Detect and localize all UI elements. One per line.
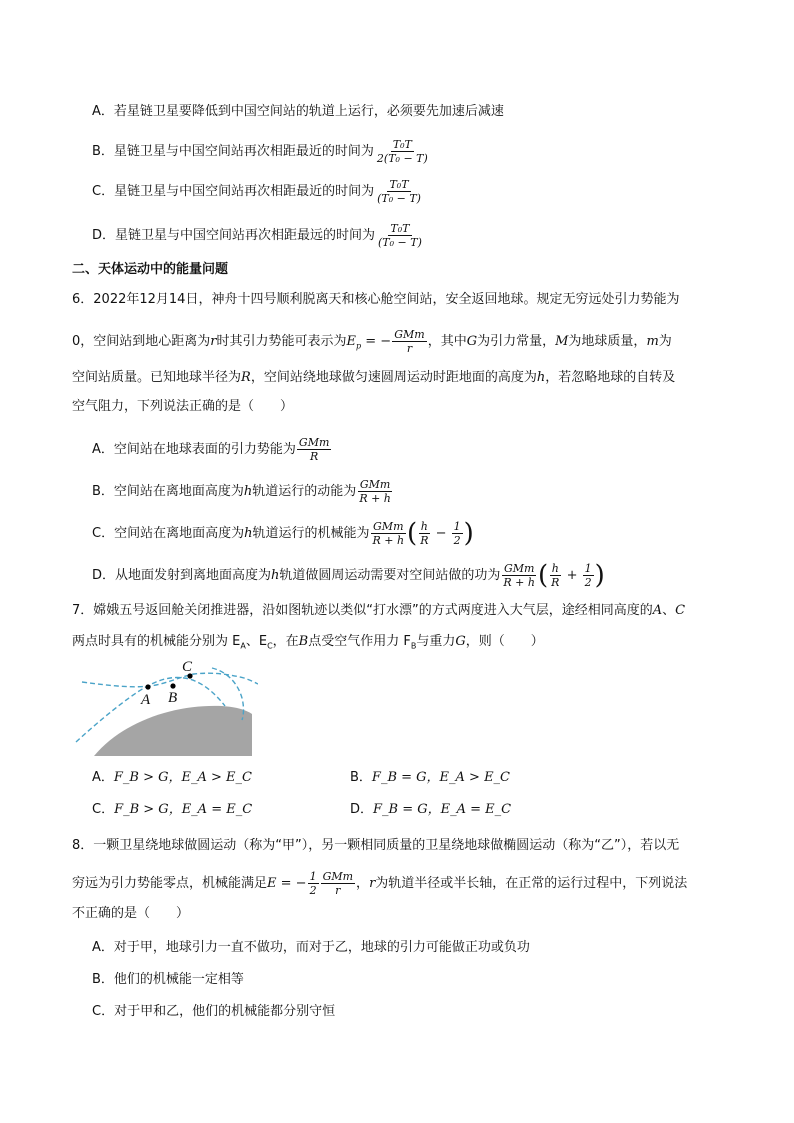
fraction-denominator: (T₀ − T) (377, 192, 421, 205)
text: ，则（ ） (465, 634, 544, 649)
fraction (418, 520, 430, 547)
text: 、 (662, 603, 676, 618)
fraction-denominator: R (551, 576, 560, 589)
label-b: B (168, 690, 178, 706)
text: A．空间站在地球表面的引力势能为 (92, 442, 296, 457)
q7-option-d (350, 800, 511, 820)
text: ，空间站绕地球做匀速圆周运动时距地面的高度为 (250, 370, 537, 385)
q5-option-d (92, 222, 425, 249)
option-text: F_B > G，E_A = E_C (114, 802, 253, 817)
fraction-numerator: GMm (503, 562, 535, 575)
var-g: G (455, 634, 466, 649)
option-text: F_B = G，E_A = E_C (373, 802, 512, 817)
point-a-label: A (652, 603, 663, 618)
fraction-numerator: GMm (298, 436, 330, 449)
left-paren: ( (407, 518, 418, 549)
var-r: r (210, 334, 217, 349)
fraction-denominator: r (406, 342, 413, 355)
q7-stem-line1 (72, 601, 685, 621)
text: 穷远为引力势能零点，机械能满足 (72, 876, 268, 891)
trajectory-figure (72, 658, 258, 760)
q5-option-c-text: C．星链卫星与中国空间站再次相距最近的时间为 (92, 184, 375, 199)
q5-option-d-text: D．星链卫星与中国空间站再次相距最远的时间为 (92, 228, 376, 243)
text: 空间站质量。已知地球半径为 (72, 370, 242, 385)
fraction-denominator: (T₀ − T) (378, 236, 422, 249)
fraction-denominator: 2 (309, 884, 317, 897)
right-paren: ) (594, 560, 605, 591)
fraction-numerator: GMm (394, 328, 425, 341)
fraction-numerator: 1 (309, 870, 317, 883)
q6-stem-line4: 空气阻力，下列说法正确的是（ ） (72, 399, 294, 414)
q5-option-b (92, 138, 431, 165)
fraction-denominator: 2(T₀ − T) (376, 152, 428, 165)
fraction (452, 520, 463, 547)
q5-option-b-text: B．星链卫星与中国空间站再次相距最近的时间为 (92, 144, 374, 159)
q5-option-b-fraction (375, 138, 430, 165)
text: 与重力 (416, 634, 456, 649)
earth-surface (94, 706, 252, 756)
point-c-label: C (675, 603, 686, 618)
subscript: A (240, 641, 246, 651)
text: ，若忽略地球的自转及 (545, 370, 676, 385)
q8-stem-line3: 不正确的是（ ） (72, 906, 190, 921)
var-h: h (243, 484, 253, 499)
subscript: p (356, 341, 362, 351)
fraction-denominator: R + h (503, 576, 535, 589)
q6-option-b (92, 478, 394, 505)
q8-option-a: A．对于甲，地球引力一直不做功，而对于乙，地球的引力可能做正功或负功 (92, 940, 530, 955)
q7-option-a (92, 768, 252, 788)
fraction-numerator: h (551, 562, 559, 575)
q6-potential-fraction (392, 328, 426, 355)
fraction-numerator: T₀T (390, 222, 410, 235)
text: 7．嫦娥五号返回舱关闭推进器，沿如图轨迹以类似“打水漂”的方式两度进入大气层，途经相同高度的 (72, 603, 653, 618)
var-e: E (346, 334, 357, 349)
subscript: C (267, 641, 273, 651)
q7-option-b (350, 768, 510, 788)
q8-option-b: B．他们的机械能一定相等 (92, 972, 244, 987)
var-g: G (466, 334, 478, 349)
point-b (170, 683, 175, 688)
text: D．从地面发射到离地面高度为 (92, 568, 272, 583)
var-m: m (646, 334, 659, 349)
var-r: r (369, 876, 376, 891)
label-a: A (141, 692, 151, 708)
text: B．空间站在离地面高度为 (92, 484, 244, 499)
fraction-numerator: T₀T (392, 138, 412, 151)
q6-option-c (92, 520, 474, 547)
q7-stem-line2 (72, 632, 544, 657)
energy-equation: E = − (267, 876, 307, 891)
var-h: h (271, 568, 280, 583)
minus-sign: − (431, 526, 451, 541)
option-label: A． (92, 770, 114, 785)
point-b-label: B (298, 634, 309, 649)
option-text: F_B > G，E_A > E_C (113, 770, 252, 785)
q6-stem-line3 (72, 368, 675, 388)
q6-option-a (92, 436, 332, 463)
fraction-numerator: 1 (453, 520, 461, 533)
fraction-denominator: 2 (584, 576, 592, 589)
text: 两点时具有的机械能分别为 E (72, 634, 241, 649)
text: 0，空间站到地心距离为 (72, 334, 211, 349)
option-label: C． (92, 802, 115, 817)
label-c: C (182, 659, 193, 675)
text: 轨道做圆周运动需要对空间站做的功为 (279, 568, 501, 583)
q6-stem-line2 (72, 328, 672, 357)
point-a (145, 684, 150, 689)
plus-sign: + (562, 568, 582, 583)
option-label: B． (350, 770, 372, 785)
var-h: h (244, 526, 253, 541)
q7-option-c (92, 800, 252, 820)
fraction-numerator: GMm (359, 478, 391, 491)
text: 为 (658, 334, 672, 349)
fraction (308, 870, 319, 897)
fraction-denominator: R + h (372, 534, 405, 547)
text: 轨道运行的动能为 (252, 484, 357, 499)
text: 、E (245, 634, 268, 649)
fraction (357, 478, 393, 505)
q6-option-d (92, 562, 605, 589)
right-paren: ) (463, 518, 474, 549)
text: 为引力常量， (477, 334, 556, 349)
fraction-numerator: GMm (322, 870, 354, 883)
text: 时其引力势能可表示为 (216, 334, 347, 349)
fraction-numerator: T₀T (389, 178, 409, 191)
subscript: B (410, 641, 417, 651)
trajectory-path (82, 673, 258, 687)
var-m-big: M (555, 334, 569, 349)
fraction (549, 562, 561, 589)
left-paren: ( (537, 560, 549, 591)
fraction (321, 870, 355, 897)
fraction-denominator: R (420, 534, 429, 547)
text: 为轨道半径或半长轴，在正常的运行过程中，下列说法 (375, 876, 688, 891)
q5-option-c (92, 178, 424, 205)
fraction-numerator: GMm (373, 520, 404, 533)
fraction-numerator: 1 (584, 562, 592, 575)
option-label: D． (350, 802, 374, 817)
fraction-denominator: r (335, 884, 341, 897)
text: ，其中 (427, 334, 467, 349)
fraction-denominator: R (310, 450, 319, 463)
q5-option-a: A．若星链卫星要降低到中国空间站的轨道上运行，必须要先加速后减速 (92, 104, 504, 119)
text: ， (356, 876, 370, 891)
var-h: h (536, 370, 546, 385)
text: C．空间站在离地面高度为 (92, 526, 245, 541)
fraction (297, 436, 331, 463)
text: ，在 (272, 634, 299, 649)
q8-option-c: C．对于甲和乙，他们的机械能都分别守恒 (92, 1004, 336, 1019)
option-text: F_B = G，E_A > E_C (371, 770, 511, 785)
fraction-denominator: R + h (359, 492, 391, 505)
var-r-big: R (241, 370, 251, 385)
equals-minus: = − (361, 334, 392, 349)
q8-stem-line2 (72, 870, 687, 897)
q6-stem-line1: 6．2022年12月14日，神舟十四号顺利脱离天和核心舱空间站，安全返回地球。规定无穷远处引力势能为 (72, 292, 680, 307)
q5-option-c-fraction (375, 178, 423, 205)
fraction (370, 520, 406, 547)
q5-option-d-fraction (376, 222, 424, 249)
q8-stem-line1: 8．一颗卫星绕地球做圆运动（称为“甲”），另一颗相同质量的卫星绕地球做椭圆运动（称为“乙”），若以无 (72, 838, 680, 853)
fraction-denominator: 2 (453, 534, 461, 547)
fraction (583, 562, 594, 589)
fraction (501, 562, 537, 589)
section-heading: 二、天体运动中的能量问题 (72, 262, 229, 277)
text: 点受空气作用力 F (308, 634, 411, 649)
fraction-numerator: h (420, 520, 428, 533)
text: 轨道运行的机械能为 (252, 526, 370, 541)
text: 为地球质量， (568, 334, 647, 349)
